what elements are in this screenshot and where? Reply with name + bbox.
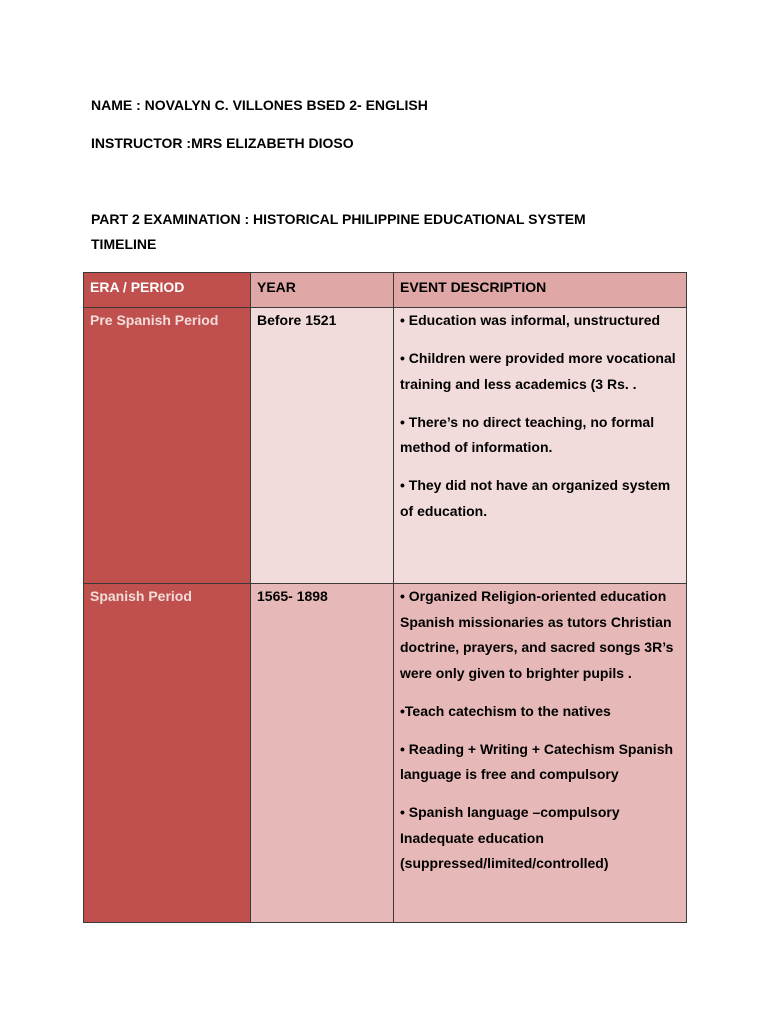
column-header-event: EVENT DESCRIPTION [394,273,687,308]
era-cell: Pre Spanish Period [84,308,251,584]
exam-title: PART 2 EXAMINATION : HISTORICAL PHILIPPINE EDUCATIONAL SYSTEM TIMELINE [91,211,586,252]
year-cell: Before 1521 [251,308,394,584]
instructor-line: INSTRUCTOR :MRS ELIZABETH DIOSO [91,135,354,151]
student-name-line: NAME : NOVALYN C. VILLONES BSED 2- ENGLISH [91,97,428,113]
table-header-row [84,273,687,308]
year-cell: 1565- 1898 [251,584,394,923]
event-item: • Children were provided more vocational training and less academics (3 Rs. . [400,350,676,392]
event-cell [394,308,687,584]
event-item: • They did not have an organized system of education. [400,477,671,519]
event-item: •Teach catechism to the natives [400,702,611,719]
table-row [84,308,687,584]
event-item: • Organized Religion-oriented education Spanish missionaries as tutors Christian doctrine, prayers, and sacred songs 3R’s were only given to brighter pupils . [400,588,674,681]
timeline-table [83,272,687,923]
event-cell [394,584,687,923]
event-item: • Reading + Writing + Catechism Spanish language is free and compulsory [400,740,674,782]
event-item: • There’s no direct teaching, no formal method of information. [400,413,655,455]
column-header-year: YEAR [251,273,394,308]
event-item: • Education was informal, unstructured [400,312,661,328]
table-row [84,584,687,923]
event-item: • Spanish language –compulsory Inadequate education (suppressed/limited/controlled) [400,804,620,871]
column-header-era: ERA / PERIOD [84,273,251,308]
era-cell: Spanish Period [84,584,251,923]
